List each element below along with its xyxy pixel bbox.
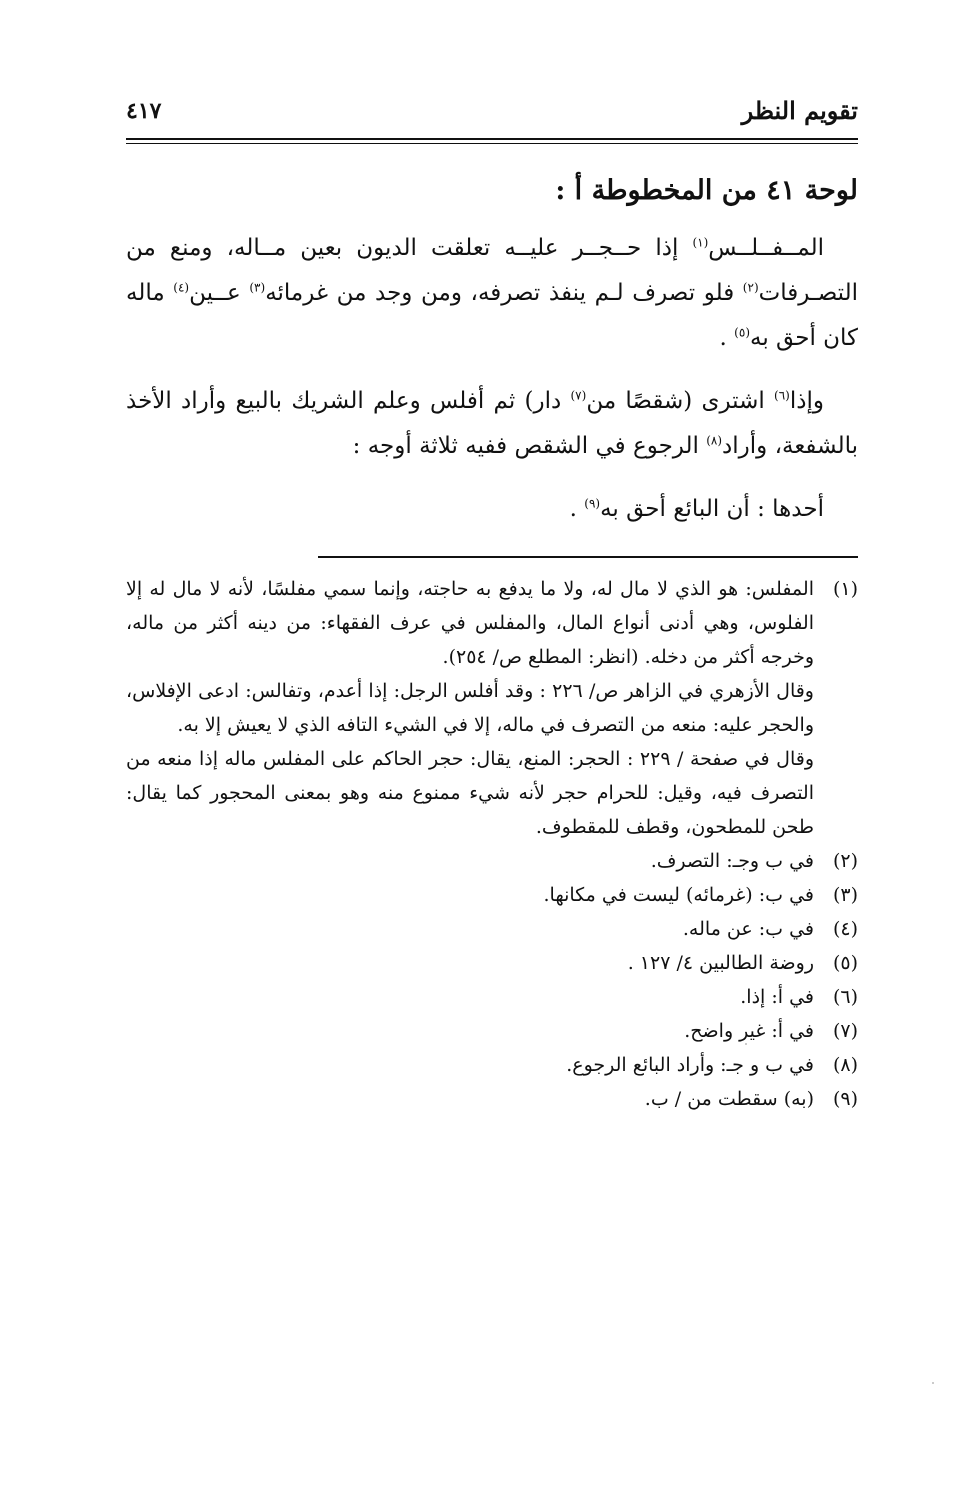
footnote-ref: (٨) bbox=[706, 433, 723, 448]
footnote-body bbox=[126, 572, 814, 844]
footnote-number: (٩) bbox=[832, 1088, 858, 1110]
paragraph-muflis bbox=[126, 226, 858, 361]
footnote-number: (٨) bbox=[832, 1054, 858, 1076]
paragraph-text: . bbox=[569, 496, 585, 522]
footnote-text: المفلس: هو الذي لا مال له، ولا ما يدفع به حاجته، وإنما سمي مفلسًا، لأنه لا مال له إلا الفلوس، وهي أدنى أنواع المال، والمفلس في عرف الفقهاء: من دينه أكثر من ماله، وخرجه أكثر من دخله. (انظر: المطلع ص/ ٢٥٤). bbox=[126, 578, 814, 668]
footnote-ref: (٣) bbox=[249, 280, 266, 295]
paragraph-text: ماله كان أحق به bbox=[126, 280, 858, 351]
footnote-ref: (٢) bbox=[742, 280, 759, 295]
paragraph-text: اشترى (شقصًا من bbox=[586, 388, 775, 414]
footnotes bbox=[126, 572, 858, 1116]
footnote-9 bbox=[126, 1082, 858, 1116]
footnote-ref: (٦) bbox=[774, 388, 790, 403]
footnote-text: في ب: (غرمائه) ليست في مكانها. bbox=[543, 884, 814, 906]
footnote-number: (١) bbox=[832, 578, 858, 600]
footnote-8 bbox=[126, 1048, 858, 1082]
footnote-3 bbox=[126, 878, 858, 912]
footnote-ref: (٥) bbox=[734, 325, 750, 340]
scan-speck bbox=[745, 1043, 747, 1045]
footnote-2 bbox=[126, 844, 858, 878]
footnote-text: في أ: إذا. bbox=[740, 986, 814, 1008]
footnote-text: في أ: غير واضح. bbox=[684, 1020, 814, 1042]
footnote-text: في ب وجـ: التصرف. bbox=[650, 850, 814, 872]
paragraph-text: دار) ثم أفلس وعلم الشريك بالبيع وأراد الأخذ بالشفعة، وأراد bbox=[126, 388, 858, 459]
paragraph-text: الرجوع في الشقص ففيه ثلاثة أوجه : bbox=[352, 433, 707, 459]
footnote-ref: (٤) bbox=[173, 280, 190, 295]
paragraph-text: المــفــلــس bbox=[708, 235, 824, 261]
running-title: تقويم النظر bbox=[741, 96, 858, 125]
footnote-5 bbox=[126, 946, 858, 980]
footnote-text: (به) سقطت من / ب. bbox=[644, 1088, 814, 1110]
header-rule-thin bbox=[126, 143, 858, 144]
paragraph-text: فلو تصرف لـم ينفذ تصرفه، ومن وجد من غرمائه bbox=[265, 280, 743, 306]
footnote-number: (٦) bbox=[832, 986, 858, 1008]
footnote-text: وقال الأزهري في الزاهر ص/ ٢٢٦ : وقد أفلس الرجل: إذا أعدم، وتفالس: ادعى الإفلاس، والحجر عليه: منعه من التصرف في ماله، إلا في الشيء التافه الذي لا يعيش إلا به. bbox=[126, 680, 814, 736]
paragraph-text: أحدها : أن البائع أحق به bbox=[600, 496, 824, 522]
footnote-4 bbox=[126, 912, 858, 946]
paragraph-first-view bbox=[126, 487, 858, 532]
paragraph-text: . bbox=[719, 325, 735, 351]
footnote-7 bbox=[126, 1014, 858, 1048]
footnote-text: في ب و جـ: وأراد البائع الرجوع. bbox=[566, 1054, 814, 1076]
footnote-ref: (٧) bbox=[570, 388, 587, 403]
footnote-text: في ب: عن ماله. bbox=[682, 918, 814, 940]
footnote-6 bbox=[126, 980, 858, 1014]
header-rule-thick bbox=[126, 138, 858, 140]
paragraph-shuf bbox=[126, 379, 858, 469]
footnote-text: وقال في صفحة / ٢٢٩ : الحجر: المنع، يقال: حجر الحاكم على المفلس ماله إذا منعه من التصرف فيه، وقيل: للحرام حجر لأنه شيء ممنوع منه وهو بمعنى المحجور كما يقال: طحن للمطحون، وقطف للمقطوف. bbox=[126, 748, 814, 838]
footnote-ref: (١) bbox=[692, 235, 709, 250]
footnote-number: (٥) bbox=[832, 952, 858, 974]
scan-speck bbox=[932, 1382, 934, 1384]
footnote-number: (٢) bbox=[832, 850, 858, 872]
footnote-separator bbox=[318, 556, 858, 558]
footnote-number: (٤) bbox=[832, 918, 858, 940]
paragraph-text: وإذا bbox=[789, 388, 824, 414]
page-header bbox=[126, 96, 858, 136]
paragraph-text: عــين bbox=[189, 280, 250, 306]
footnote-text: روضة الطالبين ٤/ ١٢٧ . bbox=[627, 952, 814, 974]
footnote-ref: (٩) bbox=[584, 496, 601, 511]
footnote-number: (٧) bbox=[832, 1020, 858, 1042]
footnote-1 bbox=[126, 572, 858, 844]
page-number: ٤١٧ bbox=[126, 98, 162, 124]
footnote-number: (٣) bbox=[832, 884, 858, 906]
main-text bbox=[126, 168, 858, 532]
section-title: لوحة ٤١ من المخطوطة أ : bbox=[555, 175, 858, 206]
paragraph-text: إذا حــجــر عليــه تعلقت الديون بعين مــاله، ومنع من التصـرفات bbox=[126, 235, 858, 306]
